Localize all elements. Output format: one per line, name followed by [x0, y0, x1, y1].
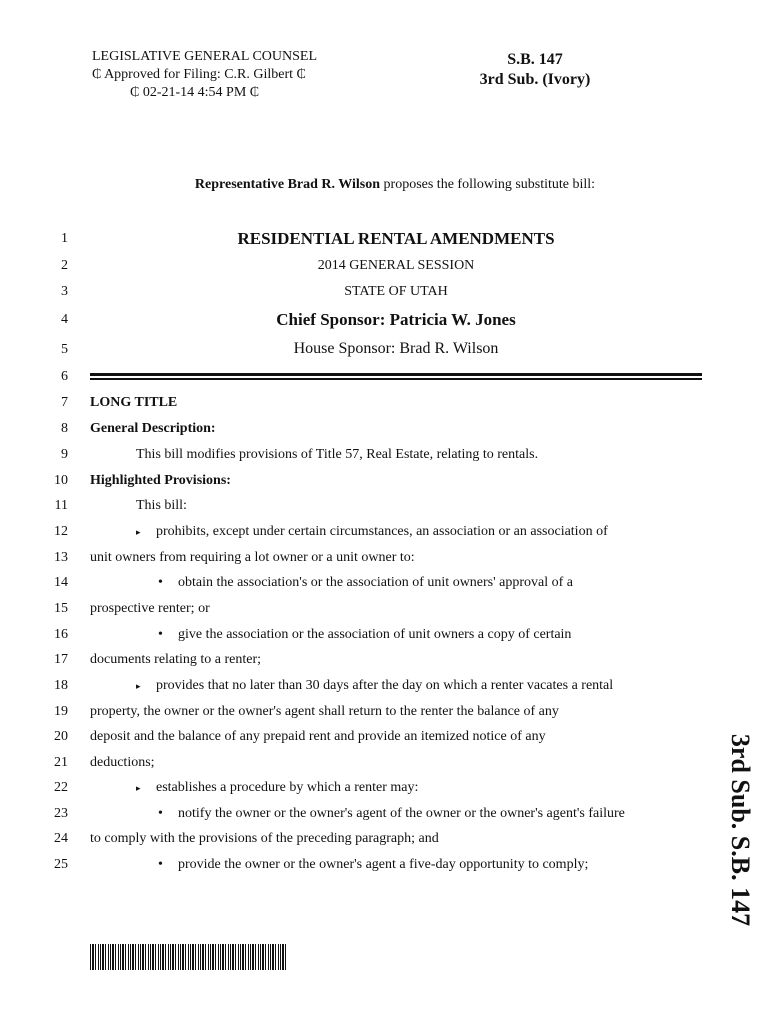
line-number: 25 [54, 857, 68, 872]
line-number: 16 [54, 627, 68, 642]
provision-intro: This bill: [136, 498, 187, 513]
provision-text: prohibits, except under certain circumstances, an association or an association of [156, 524, 608, 539]
provision-continuation: prospective renter; or [90, 601, 210, 616]
provision-continuation: deductions; [90, 755, 155, 770]
substitute-label: 3rd Sub. (Ivory) [479, 71, 591, 88]
provision-text: provides that no later than 30 days after the day on which a renter vacates a rental [156, 678, 614, 693]
sub-provision-text: obtain the association's or the association of unit owners' approval of a [178, 575, 574, 590]
line-number: 2 [61, 258, 68, 273]
line-number: 21 [54, 755, 68, 770]
double-rule-bottom [90, 378, 702, 380]
highlighted-provisions-heading: Highlighted Provisions: [90, 473, 231, 488]
provision-continuation: documents relating to a renter; [90, 652, 262, 667]
bill-id-block [440, 50, 630, 90]
counsel-title: LEGISLATIVE GENERAL COUNSEL [92, 49, 318, 64]
line-number: 15 [54, 601, 68, 616]
sub-provision-text: give the association or the association of unit owners a copy of certain [178, 627, 572, 642]
sub-provision-item [158, 627, 571, 643]
sub-provision-item [158, 575, 573, 591]
dot-bullet-icon: • [158, 575, 163, 590]
line-number: 10 [54, 473, 68, 488]
barcode [90, 944, 286, 970]
provision-text: establishes a procedure by which a renter may: [156, 780, 419, 795]
proposal-line [0, 177, 770, 193]
line-number: 19 [54, 704, 68, 719]
bill-title: RESIDENTIAL RENTAL AMENDMENTS [237, 229, 555, 248]
line-number: 1 [61, 231, 68, 246]
line-number: 13 [54, 550, 68, 565]
line-number: 3 [61, 284, 68, 299]
line-number: 14 [54, 575, 68, 590]
dot-bullet-icon: • [158, 857, 163, 872]
line-number: 18 [54, 678, 68, 693]
line-number: 8 [61, 421, 68, 436]
line-number: 23 [54, 806, 68, 821]
proposing-representative: Representative Brad R. Wilson [194, 177, 381, 192]
line-number: 24 [54, 831, 68, 846]
dot-bullet-icon: • [158, 806, 163, 821]
line-number: 6 [61, 369, 68, 384]
general-description-text: This bill modifies provisions of Title 57, Real Estate, relating to rentals. [136, 447, 539, 462]
line-number: 9 [61, 447, 68, 462]
provision-item [136, 780, 418, 796]
line-number: 11 [54, 498, 68, 513]
state-line: STATE OF UTAH [344, 284, 448, 299]
sub-provision-item [158, 857, 588, 873]
line-number: 17 [54, 652, 68, 667]
line-number: 12 [54, 524, 68, 539]
provision-item [136, 678, 613, 694]
double-rule-top [90, 373, 702, 376]
house-sponsor: House Sponsor: Brad R. Wilson [293, 340, 499, 357]
dot-bullet-icon: • [158, 627, 163, 642]
provision-continuation: property, the owner or the owner's agent shall return to the renter the balance of any [90, 704, 559, 719]
general-description-heading: General Description: [90, 421, 216, 436]
counsel-approval-block [92, 48, 317, 102]
line-number: 5 [61, 342, 68, 357]
bill-number: S.B. 147 [507, 51, 563, 68]
provision-continuation: unit owners from requiring a lot owner or a unit owner to: [90, 550, 415, 565]
sub-provision-item [158, 806, 625, 822]
provision-continuation: deposit and the balance of any prepaid rent and provide an itemized notice of any [90, 729, 546, 744]
sub-provision-text: provide the owner or the owner's agent a five-day opportunity to comply; [178, 857, 589, 872]
long-title-heading: LONG TITLE [90, 395, 178, 410]
arrow-bullet-icon: ▸ [136, 527, 141, 537]
line-number: 20 [54, 729, 68, 744]
arrow-bullet-icon: ▸ [136, 681, 141, 691]
sub-provision-text: notify the owner or the owner's agent of the owner or the owner's agent's failure [178, 806, 625, 821]
session-line: 2014 GENERAL SESSION [317, 258, 475, 273]
arrow-bullet-icon: ▸ [136, 783, 141, 793]
proposal-text: proposes the following substitute bill: [380, 177, 596, 192]
approval-timestamp: ₵ 02-21-14 4:54 PM ₵ [130, 85, 260, 100]
line-number: 7 [61, 395, 68, 410]
side-bill-label: 3rd Sub. S.B. 147 [726, 733, 755, 927]
line-number: 22 [54, 780, 68, 795]
chief-sponsor: Chief Sponsor: Patricia W. Jones [276, 310, 516, 329]
line-number: 4 [61, 312, 68, 327]
provision-item [136, 524, 608, 540]
provision-continuation: to comply with the provisions of the preceding paragraph; and [90, 831, 439, 846]
approval-line: ₵ Approved for Filing: C.R. Gilbert ₵ [92, 67, 306, 82]
